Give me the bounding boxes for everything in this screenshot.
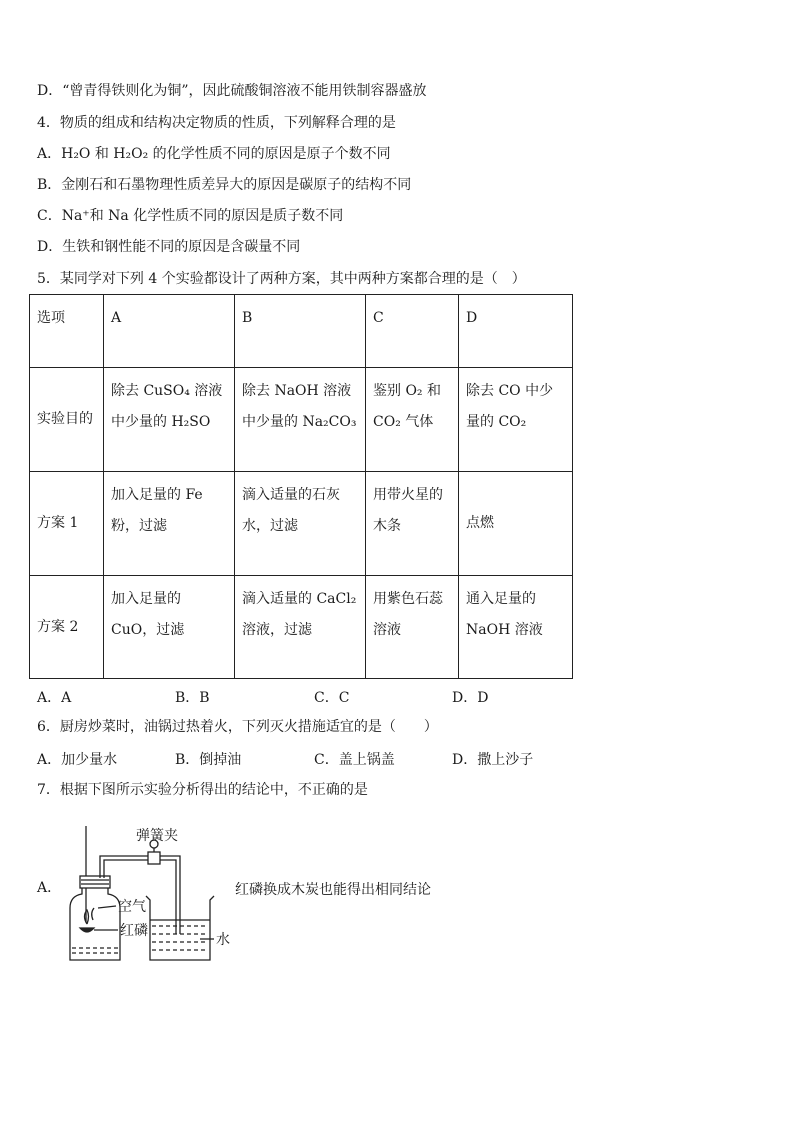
table-header-cell: D (459, 295, 573, 368)
q6-option-a: A．加少量水 (37, 752, 118, 768)
table-header-cell: 选项 (30, 295, 104, 368)
apparatus-diagram (60, 822, 250, 972)
table-row (30, 368, 573, 472)
table-cell: 鉴别 O₂ 和 CO₂ 气体 (366, 368, 459, 472)
table-cell: 除去 NaOH 溶液中少量的 Na₂CO₃ (235, 368, 366, 472)
phosphorus-label: 红磷 (120, 922, 148, 938)
table-row (30, 472, 573, 576)
table-header-cell: A (104, 295, 235, 368)
table-cell: 用紫色石蕊溶液 (366, 576, 459, 679)
row-label: 实验目的 (30, 368, 104, 472)
q6-option-d: D．撒上沙子 (452, 752, 534, 768)
table-cell: 加入足量的 Fe 粉，过滤 (104, 472, 235, 576)
q5-stem: 5．某同学对下列 4 个实验都设计了两种方案，其中两种方案都合理的是（ ） (37, 271, 526, 287)
water-label: 水 (216, 931, 230, 947)
q5-option-d: D．D (452, 690, 489, 706)
q6-stem: 6．厨房炒菜时，油锅过热着火，下列灭火措施适宜的是（ ） (37, 719, 438, 735)
table-cell: 除去 CuSO₄ 溶液中少量的 H₂SO (104, 368, 235, 472)
q5-option-c: C．C (314, 690, 350, 706)
table-header-cell: C (366, 295, 459, 368)
table-cell: 通入足量的 NaOH 溶液 (459, 576, 573, 679)
q4-option-a: A．H₂O 和 H₂O₂ 的化学性质不同的原因是原子个数不同 (37, 146, 391, 162)
q4-option-c: C．Na⁺和 Na 化学性质不同的原因是质子数不同 (37, 208, 344, 224)
table-row (30, 576, 573, 679)
row-label: 方案 1 (30, 472, 104, 576)
table-header-cell: B (235, 295, 366, 368)
table-cell: 除去 CO 中少量的 CO₂ (459, 368, 573, 472)
table-cell: 滴入适量的石灰水，过滤 (235, 472, 366, 576)
q5-option-a: A．A (37, 690, 72, 706)
table-header-row (30, 295, 573, 368)
table-cell: 加入足量的 CuO，过滤 (104, 576, 235, 679)
table-cell: 用带火星的木条 (366, 472, 459, 576)
experiment-table (29, 294, 573, 679)
air-label: 空气 (118, 898, 146, 914)
row-label: 方案 2 (30, 576, 104, 679)
q4-option-d: D．生铁和钢性能不同的原因是含碳量不同 (37, 239, 301, 255)
table-cell: 点燃 (459, 472, 573, 576)
q4-stem: 4．物质的组成和结构决定物质的性质，下列解释合理的是 (37, 115, 396, 131)
q7-option-a-label: A． (37, 880, 62, 896)
clamp-label: 弹簧夹 (136, 827, 178, 843)
q4-option-b: B．金刚石和石墨物理性质差异大的原因是碳原子的结构不同 (37, 177, 412, 193)
q6-option-b: B．倒掉油 (175, 752, 242, 768)
q7-option-a-text: 红磷换成木炭也能得出相同结论 (235, 882, 431, 898)
table-cell: 滴入适量的 CaCl₂ 溶液，过滤 (235, 576, 366, 679)
q3-option-d: D．“曾青得铁则化为铜”，因此硫酸铜溶液不能用铁制容器盛放 (37, 83, 427, 99)
q7-stem: 7．根据下图所示实验分析得出的结论中，不正确的是 (37, 782, 368, 798)
q6-option-c: C．盖上锅盖 (314, 752, 395, 768)
q5-option-b: B．B (175, 690, 210, 706)
